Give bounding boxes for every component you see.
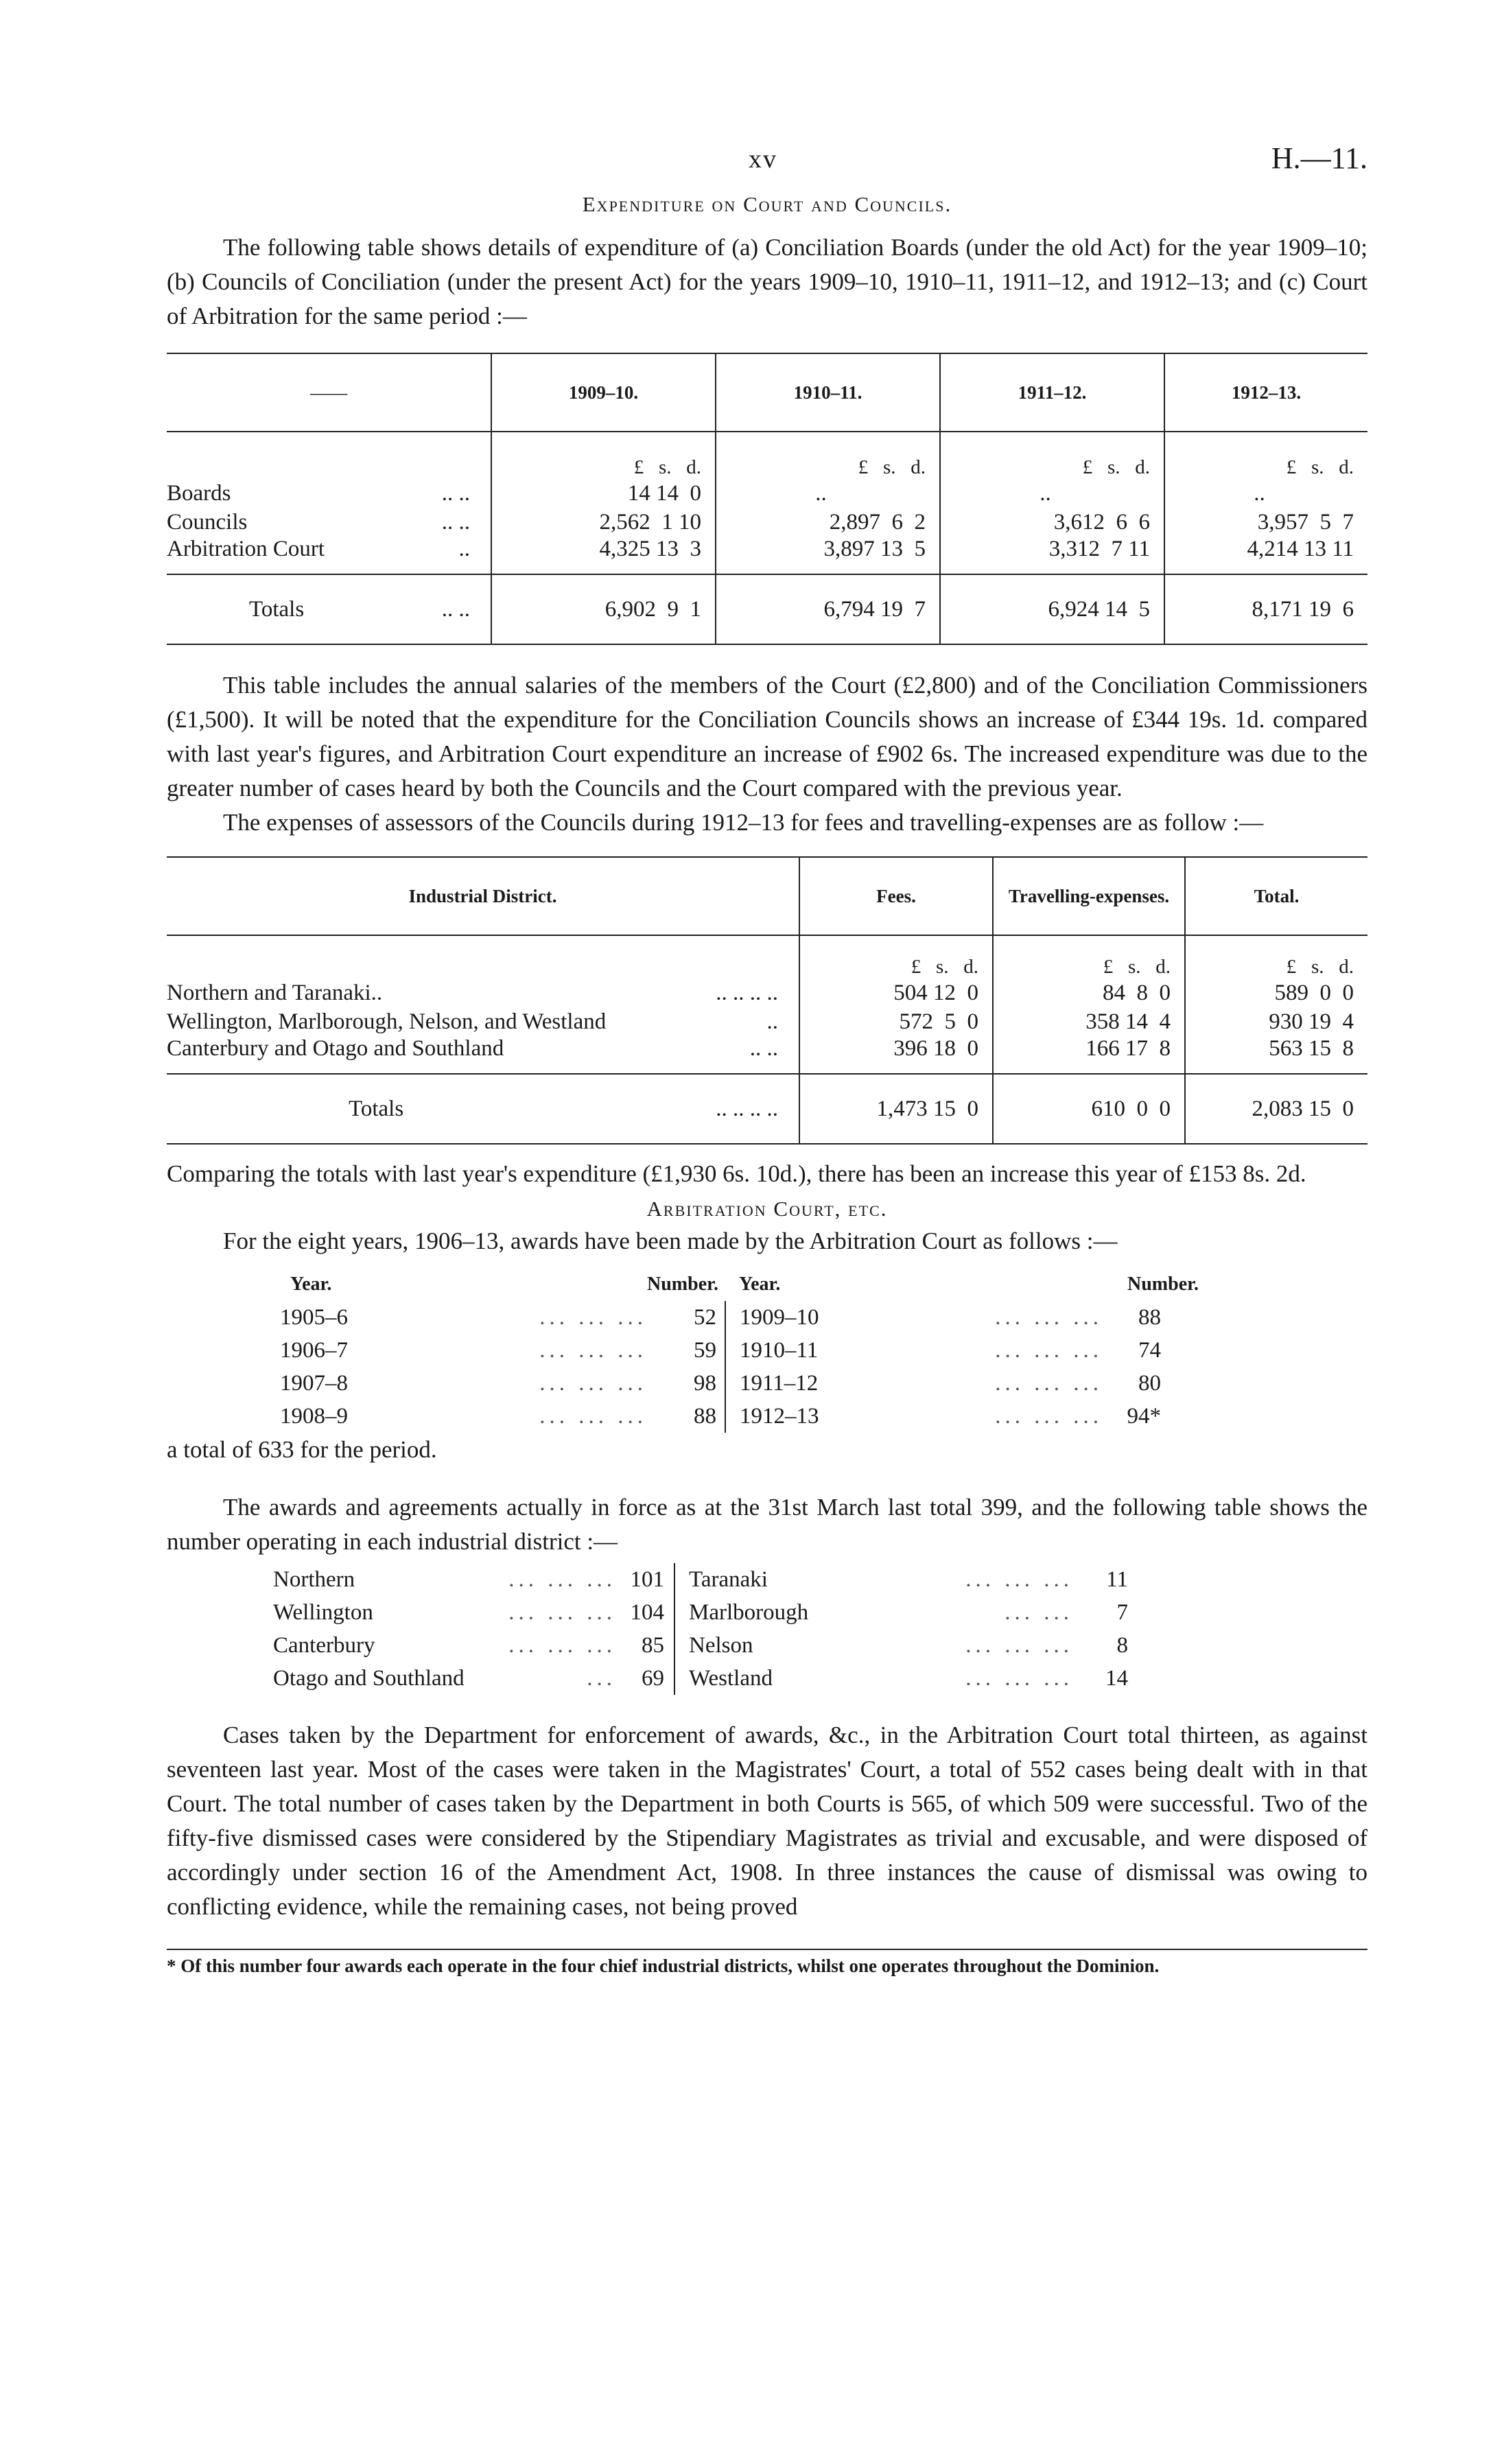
document-reference: H.—11. [1271, 141, 1367, 175]
table-unit-row [167, 432, 1367, 479]
table-row [167, 537, 1367, 574]
table-cell: 166 17 8 [993, 1036, 1185, 1074]
district-name: Wellington [273, 1599, 373, 1625]
table-unit-row [167, 935, 1367, 978]
footnote: * Of this number four awards each operate in the four chief industrial districts, whilst one operates throughout the Dominion. [167, 1949, 1367, 1978]
awards-header-number: Number. [647, 1274, 718, 1295]
district-count: 101 [616, 1563, 674, 1596]
unit-label: £ s. d. [1164, 432, 1367, 479]
unit-label: £ s. d. [491, 432, 716, 479]
table-cell: 4,214 13 11 [1164, 537, 1367, 574]
district-name: Otago and Southland [273, 1665, 465, 1691]
paragraph-intro: The following table shows details of expenditure of (a) Conciliation Boards (under the old Act) for the year 1909–10; (b) Councils of Conciliation (under the present Act) for the years 1909–10, 1910–11, 1911–12, and 1912–13; and (c) Court of Arbitration for the same period :— [167, 234, 1367, 329]
awards-header-number: Number. [1127, 1274, 1199, 1295]
table-cell: 2,562 1 10 [491, 508, 716, 537]
table-header-year: 1911–12. [940, 353, 1164, 432]
table-cell: 6,902 9 1 [491, 574, 716, 644]
table-cell: 3,957 5 7 [1164, 508, 1367, 537]
district-count: 104 [616, 1596, 674, 1629]
award-number: 52 [647, 1301, 725, 1334]
table-totals-row [167, 1074, 1367, 1144]
award-year: 1912–13 [739, 1403, 819, 1429]
list-item: 1905–6 ... ... ... 52 1909–10 ... ... ... 88 [259, 1301, 1199, 1334]
table-cell: 6,794 19 7 [716, 574, 940, 644]
paragraph-comparison: Comparing the totals with last year's expenditure (£1,930 6s. 10d.), there has been an increase this year of £153 8s. 2d. [167, 1160, 1306, 1187]
district-count: 14 [1105, 1665, 1128, 1691]
table-header-travelling: Travelling-expenses. [993, 857, 1185, 935]
table-row [167, 508, 1367, 537]
table-header-row [167, 857, 1367, 935]
totals-label: Totals [349, 1096, 404, 1121]
paragraph-districts-intro: The awards and agreements actually in force as at the 31st March last total 399, and the following table shows the number operating in each industrial district :— [167, 1494, 1367, 1555]
district-name: Northern [273, 1567, 355, 1592]
row-label: Wellington, Marlborough, Nelson, and Westland [167, 1009, 607, 1034]
table-cell: 2,897 6 2 [716, 508, 940, 537]
dot-leader: .. .. .. .. [716, 1096, 778, 1121]
dot-leader: .. .. [749, 1036, 778, 1061]
row-label: Northern and Taranaki.. [167, 980, 383, 1005]
table-header-district: Industrial District. [408, 885, 557, 906]
list-item: 1906–7 ... ... ... 59 1910–11 ... ... ... 74 [259, 1334, 1199, 1367]
district-count: 69 [616, 1662, 674, 1695]
table-row [167, 1007, 1367, 1036]
table-cell: 504 12 0 [799, 978, 993, 1007]
table-cell: 3,612 6 6 [940, 508, 1164, 537]
table-cell: 3,897 13 5 [716, 537, 940, 574]
table-cell: .. [940, 479, 1164, 508]
award-number: 88 [647, 1400, 725, 1433]
dot-leader: .. .. [441, 596, 470, 622]
award-year: 1911–12 [739, 1370, 819, 1396]
paragraph-assessors: The expenses of assessors of the Councils during 1912–13 for fees and travelling-expenses are as follow :— [223, 809, 1264, 836]
unit-label: £ s. d. [993, 935, 1185, 978]
paragraph-enforcement: Cases taken by the Department for enforcement of awards, &c., in the Arbitration Court total thirteen, as against seventeen last year. Most of the cases were taken in the Magistrates' Court, a total of 552 cases being dealt with in that Court. The total number of cases taken by the Department in both Courts is 565, of which 509 were successful. Two of the fifty-five dismissed cases were considered by the Stipendiary Magistrates as trivial and excusable, and were disposed of accordingly under section 16 of the Amendment Act, 1908. In three instances the cause of dismissal was owing to conflicting evidence, while the remaining cases, not being proved [167, 1722, 1367, 1920]
table-cell: 4,325 13 3 [491, 537, 716, 574]
award-number: 74 [1138, 1337, 1161, 1363]
table-row [167, 978, 1367, 1007]
unit-label: £ s. d. [1185, 935, 1367, 978]
row-label: Councils [167, 509, 248, 535]
list-item: 1908–9 ... ... ... 88 1912–13 ... ... ... 94* [259, 1400, 1199, 1433]
award-number: 88 [1138, 1304, 1161, 1330]
award-year: 1907–8 [280, 1370, 348, 1396]
award-year: 1908–9 [280, 1403, 348, 1429]
award-year: 1906–7 [280, 1337, 348, 1363]
table-header-blank: —— [310, 382, 347, 403]
table-header-total: Total. [1185, 857, 1367, 935]
awards-total-note: a total of 633 for the period. [167, 1436, 437, 1463]
table-cell: .. [716, 479, 940, 508]
table-header-row [167, 353, 1367, 432]
table-header-year: 1909–10. [491, 353, 716, 432]
table-cell: 1,473 15 0 [799, 1074, 993, 1144]
award-number: 80 [1138, 1370, 1161, 1396]
table-cell: 589 0 0 [1185, 978, 1367, 1007]
section-title-expenditure: Expenditure on Court and Councils. [582, 192, 952, 216]
dot-leader: .. [458, 537, 470, 561]
dot-leader: .. .. [441, 509, 470, 535]
award-year: 1910–11 [739, 1337, 819, 1363]
unit-label: £ s. d. [799, 935, 993, 978]
district-name: Canterbury [273, 1632, 375, 1658]
table-cell: 572 5 0 [799, 1007, 993, 1036]
totals-label: Totals [249, 596, 305, 622]
table-totals-row [167, 574, 1367, 644]
awards-table [259, 1268, 1199, 1433]
awards-header-year: Year. [738, 1274, 781, 1295]
district-name: Taranaki [689, 1567, 768, 1592]
list-item: Wellington ... ... ... 104 Marlborough ... ... 7 [273, 1596, 1169, 1629]
table-cell: 84 8 0 [993, 978, 1185, 1007]
table-header-year: 1910–11. [716, 353, 940, 432]
table-cell: .. [1164, 479, 1367, 508]
unit-label: £ s. d. [716, 432, 940, 479]
list-item: Northern ... ... ... 101 Taranaki ... ... ... 11 [273, 1563, 1169, 1596]
districts-table [273, 1563, 1169, 1695]
awards-header-year: Year. [290, 1274, 332, 1295]
list-item: 1907–8 ... ... ... 98 1911–12 ... ... ... 80 [259, 1367, 1199, 1400]
table-row [167, 479, 1367, 508]
table-row [167, 1036, 1367, 1074]
table-cell: 358 14 4 [993, 1007, 1185, 1036]
award-year: 1909–10 [739, 1304, 819, 1330]
table-cell: 2,083 15 0 [1185, 1074, 1367, 1144]
district-count: 8 [1116, 1632, 1128, 1658]
paragraph-awards-intro: For the eight years, 1906–13, awards have been made by the Arbitration Court as follows :— [223, 1228, 1118, 1254]
award-number: 94* [1127, 1403, 1161, 1429]
page-number: xv [749, 145, 777, 174]
row-label: Canterbury and Otago and Southland [167, 1036, 504, 1061]
list-item: Canterbury ... ... ... 85 Nelson ... ... ... 8 [273, 1629, 1169, 1662]
table-cell: 396 18 0 [799, 1036, 993, 1074]
list-item: Otago and Southland ... 69 Westland ... ... ... 14 [273, 1662, 1169, 1695]
table-header-year: 1912–13. [1164, 353, 1367, 432]
table-cell: 8,171 19 6 [1164, 574, 1367, 644]
page-header [167, 137, 1367, 192]
row-label: Arbitration Court [167, 537, 325, 561]
unit-label: £ s. d. [940, 432, 1164, 479]
row-label: Boards [167, 480, 231, 506]
section-title-arbitration: Arbitration Court, etc. [646, 1197, 888, 1221]
table-cell: 14 14 0 [491, 479, 716, 508]
district-name: Nelson [689, 1632, 753, 1658]
dot-leader: .. [766, 1009, 778, 1034]
paragraph-salaries: This table includes the annual salaries of the members of the Court (£2,800) and of the Conciliation Commissioners (£1,500). It will be noted that the expenditure for the Conciliation Councils shows an increase of £344 19s. 1d. compared with last year's figures, and Arbitration Court expenditure an increase of £902 6s. The increased expenditure was due to the greater number of cases heard by both the Councils and the Court compared with the previous year. [167, 672, 1367, 801]
award-number: 59 [647, 1334, 725, 1367]
award-year: 1905–6 [280, 1304, 348, 1330]
table-cell: 563 15 8 [1185, 1036, 1367, 1074]
district-count: 85 [616, 1629, 674, 1662]
assessors-table [167, 856, 1367, 1145]
table-cell: 6,924 14 5 [940, 574, 1164, 644]
district-name: Marlborough [689, 1599, 809, 1625]
district-count: 11 [1106, 1567, 1128, 1592]
district-count: 7 [1116, 1599, 1128, 1625]
award-number: 98 [647, 1367, 725, 1400]
table-header-fees: Fees. [799, 857, 993, 935]
table-cell: 930 19 4 [1185, 1007, 1367, 1036]
district-name: Westland [689, 1665, 773, 1691]
dot-leader: .. .. .. .. [716, 980, 778, 1005]
awards-header-row [259, 1268, 1199, 1301]
page [167, 137, 1367, 1978]
table-cell: 610 0 0 [993, 1074, 1185, 1144]
dot-leader: .. .. [441, 480, 470, 506]
table-cell: 3,312 7 11 [940, 537, 1164, 574]
expenditure-table [167, 353, 1367, 645]
